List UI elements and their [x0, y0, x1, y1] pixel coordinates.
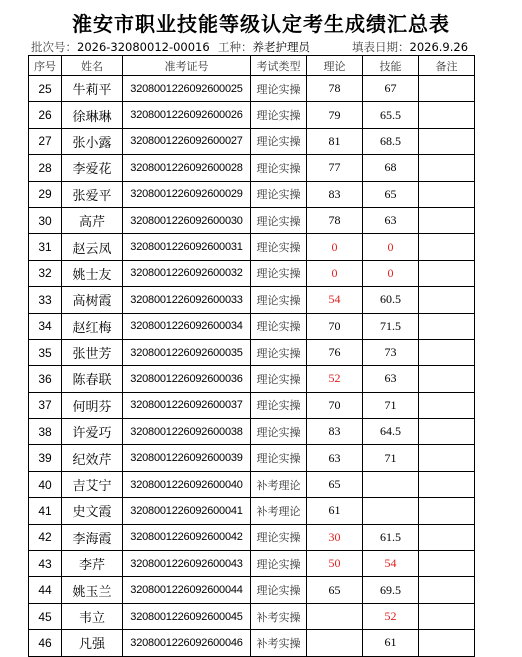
- cell-exam-id: 3208001226092600032: [123, 260, 251, 286]
- col-header-theory: 理论: [307, 56, 363, 76]
- cell-name: 高芹: [62, 207, 123, 233]
- cell-exam-id: 3208001226092600039: [123, 445, 251, 471]
- cell-no: 30: [29, 207, 62, 233]
- table-row: [29, 551, 475, 577]
- cell-note: [419, 366, 475, 392]
- cell-exam-type: 理论实操: [251, 339, 307, 365]
- cell-exam-id: 3208001226092600030: [123, 207, 251, 233]
- cell-exam-type: 补考实操: [251, 630, 307, 656]
- batch-number: [31, 39, 210, 55]
- date-label: 填表日期：: [352, 40, 410, 54]
- trade-label: 工种：: [218, 40, 253, 54]
- cell-exam-type: 理论实操: [251, 155, 307, 181]
- cell-skill: [363, 498, 419, 524]
- cell-name: 许爱巧: [62, 419, 123, 445]
- cell-skill: 65.5: [363, 102, 419, 128]
- cell-theory: 70: [307, 392, 363, 418]
- cell-skill: [363, 471, 419, 497]
- cell-exam-id: 3208001226092600026: [123, 102, 251, 128]
- col-header-name: 姓名: [62, 56, 123, 76]
- cell-note: [419, 419, 475, 445]
- cell-note: [419, 551, 475, 577]
- cell-skill: 68.5: [363, 128, 419, 154]
- cell-exam-id: 3208001226092600031: [123, 234, 251, 260]
- table-row: [29, 155, 475, 181]
- cell-name: 李芹: [62, 551, 123, 577]
- cell-no: 26: [29, 102, 62, 128]
- table-row: [29, 339, 475, 365]
- cell-no: 34: [29, 313, 62, 339]
- table-row: [29, 445, 475, 471]
- trade-value: 养老护理员: [252, 40, 310, 54]
- cell-theory: [307, 603, 363, 629]
- cell-note: [419, 128, 475, 154]
- cell-theory: 0: [307, 260, 363, 286]
- cell-no: 32: [29, 260, 62, 286]
- cell-exam-id: 3208001226092600034: [123, 313, 251, 339]
- cell-exam-id: 3208001226092600040: [123, 471, 251, 497]
- cell-theory: [307, 630, 363, 656]
- header-row: [29, 56, 475, 76]
- cell-name: 张世芳: [62, 339, 123, 365]
- cell-theory: 54: [307, 287, 363, 313]
- cell-no: 25: [29, 76, 62, 102]
- table-row: [29, 419, 475, 445]
- table-row: [29, 313, 475, 339]
- cell-exam-type: 理论实操: [251, 313, 307, 339]
- cell-name: 韦立: [62, 603, 123, 629]
- cell-note: [419, 76, 475, 102]
- cell-skill: 65: [363, 181, 419, 207]
- scores-table: [28, 55, 475, 657]
- cell-note: [419, 577, 475, 603]
- cell-theory: 77: [307, 155, 363, 181]
- cell-exam-type: 理论实操: [251, 102, 307, 128]
- table-row: [29, 366, 475, 392]
- cell-exam-type: 补考实操: [251, 603, 307, 629]
- cell-exam-type: 理论实操: [251, 287, 307, 313]
- cell-exam-id: 3208001226092600044: [123, 577, 251, 603]
- cell-exam-id: 3208001226092600046: [123, 630, 251, 656]
- cell-name: 赵红梅: [62, 313, 123, 339]
- cell-skill: 61.5: [363, 524, 419, 550]
- cell-exam-id: 3208001226092600029: [123, 181, 251, 207]
- cell-name: 赵云凤: [62, 234, 123, 260]
- cell-exam-type: 理论实操: [251, 419, 307, 445]
- cell-note: [419, 445, 475, 471]
- cell-no: 42: [29, 524, 62, 550]
- cell-note: [419, 524, 475, 550]
- batch-label: 批次号：: [31, 40, 77, 54]
- cell-skill: 67: [363, 76, 419, 102]
- cell-exam-id: 3208001226092600028: [123, 155, 251, 181]
- cell-theory: 65: [307, 471, 363, 497]
- table-row: [29, 234, 475, 260]
- cell-theory: 83: [307, 181, 363, 207]
- cell-theory: 83: [307, 419, 363, 445]
- cell-skill: 73: [363, 339, 419, 365]
- date-value: 2026.9.26: [409, 40, 469, 54]
- cell-exam-type: 理论实操: [251, 234, 307, 260]
- cell-no: 45: [29, 603, 62, 629]
- cell-exam-id: 3208001226092600036: [123, 366, 251, 392]
- cell-exam-type: 补考理论: [251, 498, 307, 524]
- cell-exam-id: 3208001226092600043: [123, 551, 251, 577]
- table-row: [29, 181, 475, 207]
- cell-theory: 70: [307, 313, 363, 339]
- cell-exam-type: 理论实操: [251, 207, 307, 233]
- cell-theory: 78: [307, 207, 363, 233]
- col-header-no: 序号: [29, 56, 62, 76]
- cell-theory: 76: [307, 339, 363, 365]
- cell-skill: 60.5: [363, 287, 419, 313]
- cell-skill: 68: [363, 155, 419, 181]
- cell-exam-type: 补考理论: [251, 471, 307, 497]
- cell-note: [419, 313, 475, 339]
- cell-no: 33: [29, 287, 62, 313]
- cell-theory: 78: [307, 76, 363, 102]
- cell-skill: 63: [363, 207, 419, 233]
- cell-note: [419, 471, 475, 497]
- cell-exam-id: 3208001226092600033: [123, 287, 251, 313]
- table-row: [29, 471, 475, 497]
- cell-exam-type: 理论实操: [251, 392, 307, 418]
- cell-exam-type: 理论实操: [251, 76, 307, 102]
- cell-no: 36: [29, 366, 62, 392]
- table-row: [29, 128, 475, 154]
- cell-note: [419, 603, 475, 629]
- cell-no: 44: [29, 577, 62, 603]
- cell-exam-type: 理论实操: [251, 128, 307, 154]
- cell-no: 31: [29, 234, 62, 260]
- cell-exam-id: 3208001226092600037: [123, 392, 251, 418]
- cell-theory: 61: [307, 498, 363, 524]
- page-title: 淮安市职业技能等级认定考生成绩汇总表: [72, 12, 450, 36]
- cell-theory: 0: [307, 234, 363, 260]
- cell-note: [419, 260, 475, 286]
- cell-no: 29: [29, 181, 62, 207]
- batch-value: 2026-32080012-00016: [77, 40, 210, 54]
- cell-skill: 63: [363, 366, 419, 392]
- cell-skill: 71: [363, 392, 419, 418]
- table-row: [29, 76, 475, 102]
- cell-name: 牛莉平: [62, 76, 123, 102]
- cell-no: 37: [29, 392, 62, 418]
- table-row: [29, 603, 475, 629]
- table-row: [29, 287, 475, 313]
- cell-name: 张小露: [62, 128, 123, 154]
- cell-name: 李海霞: [62, 524, 123, 550]
- cell-theory: 30: [307, 524, 363, 550]
- cell-exam-id: 3208001226092600041: [123, 498, 251, 524]
- cell-name: 陈春联: [62, 366, 123, 392]
- cell-no: 27: [29, 128, 62, 154]
- cell-note: [419, 234, 475, 260]
- cell-name: 凡强: [62, 630, 123, 656]
- cell-theory: 63: [307, 445, 363, 471]
- table-row: [29, 498, 475, 524]
- cell-theory: 65: [307, 577, 363, 603]
- table-row: [29, 392, 475, 418]
- cell-theory: 79: [307, 102, 363, 128]
- cell-exam-type: 理论实操: [251, 181, 307, 207]
- cell-skill: 71: [363, 445, 419, 471]
- cell-exam-id: 3208001226092600045: [123, 603, 251, 629]
- cell-name: 吉艾宁: [62, 471, 123, 497]
- cell-exam-id: 3208001226092600025: [123, 76, 251, 102]
- cell-no: 39: [29, 445, 62, 471]
- cell-no: 35: [29, 339, 62, 365]
- cell-no: 43: [29, 551, 62, 577]
- cell-name: 何明芬: [62, 392, 123, 418]
- cell-name: 徐琳琳: [62, 102, 123, 128]
- table-row: [29, 207, 475, 233]
- table-row: [29, 102, 475, 128]
- cell-theory: 52: [307, 366, 363, 392]
- cell-exam-id: 3208001226092600035: [123, 339, 251, 365]
- cell-note: [419, 630, 475, 656]
- cell-skill: 71.5: [363, 313, 419, 339]
- cell-exam-id: 3208001226092600042: [123, 524, 251, 550]
- cell-name: 纪效芹: [62, 445, 123, 471]
- cell-no: 46: [29, 630, 62, 656]
- cell-name: 张爱平: [62, 181, 123, 207]
- cell-note: [419, 287, 475, 313]
- cell-note: [419, 498, 475, 524]
- cell-skill: 0: [363, 260, 419, 286]
- cell-theory: 50: [307, 551, 363, 577]
- cell-name: 史文霞: [62, 498, 123, 524]
- cell-skill: 52: [363, 603, 419, 629]
- cell-note: [419, 207, 475, 233]
- cell-skill: 64.5: [363, 419, 419, 445]
- cell-exam-type: 理论实操: [251, 551, 307, 577]
- cell-note: [419, 155, 475, 181]
- cell-theory: 81: [307, 128, 363, 154]
- cell-note: [419, 102, 475, 128]
- cell-skill: 0: [363, 234, 419, 260]
- cell-exam-type: 理论实操: [251, 577, 307, 603]
- table-row: [29, 524, 475, 550]
- cell-name: 李爱花: [62, 155, 123, 181]
- cell-skill: 61: [363, 630, 419, 656]
- table-row: [29, 577, 475, 603]
- cell-exam-id: 3208001226092600027: [123, 128, 251, 154]
- col-header-exam-id: 准考证号: [123, 56, 251, 76]
- table-row: [29, 260, 475, 286]
- cell-no: 41: [29, 498, 62, 524]
- cell-name: 姚士友: [62, 260, 123, 286]
- fill-date: [352, 39, 468, 55]
- cell-note: [419, 181, 475, 207]
- table-row: [29, 630, 475, 656]
- col-header-exam-type: 考试类型: [251, 56, 307, 76]
- cell-note: [419, 339, 475, 365]
- col-header-note: 备注: [419, 56, 475, 76]
- cell-exam-type: 理论实操: [251, 260, 307, 286]
- cell-exam-type: 理论实操: [251, 366, 307, 392]
- cell-no: 28: [29, 155, 62, 181]
- cell-skill: 54: [363, 551, 419, 577]
- cell-no: 40: [29, 471, 62, 497]
- cell-exam-type: 理论实操: [251, 445, 307, 471]
- cell-exam-type: 理论实操: [251, 524, 307, 550]
- cell-note: [419, 392, 475, 418]
- cell-exam-id: 3208001226092600038: [123, 419, 251, 445]
- trade: [218, 39, 310, 55]
- cell-name: 高树霞: [62, 287, 123, 313]
- col-header-skill: 技能: [363, 56, 419, 76]
- cell-skill: 69.5: [363, 577, 419, 603]
- cell-name: 姚玉兰: [62, 577, 123, 603]
- cell-no: 38: [29, 419, 62, 445]
